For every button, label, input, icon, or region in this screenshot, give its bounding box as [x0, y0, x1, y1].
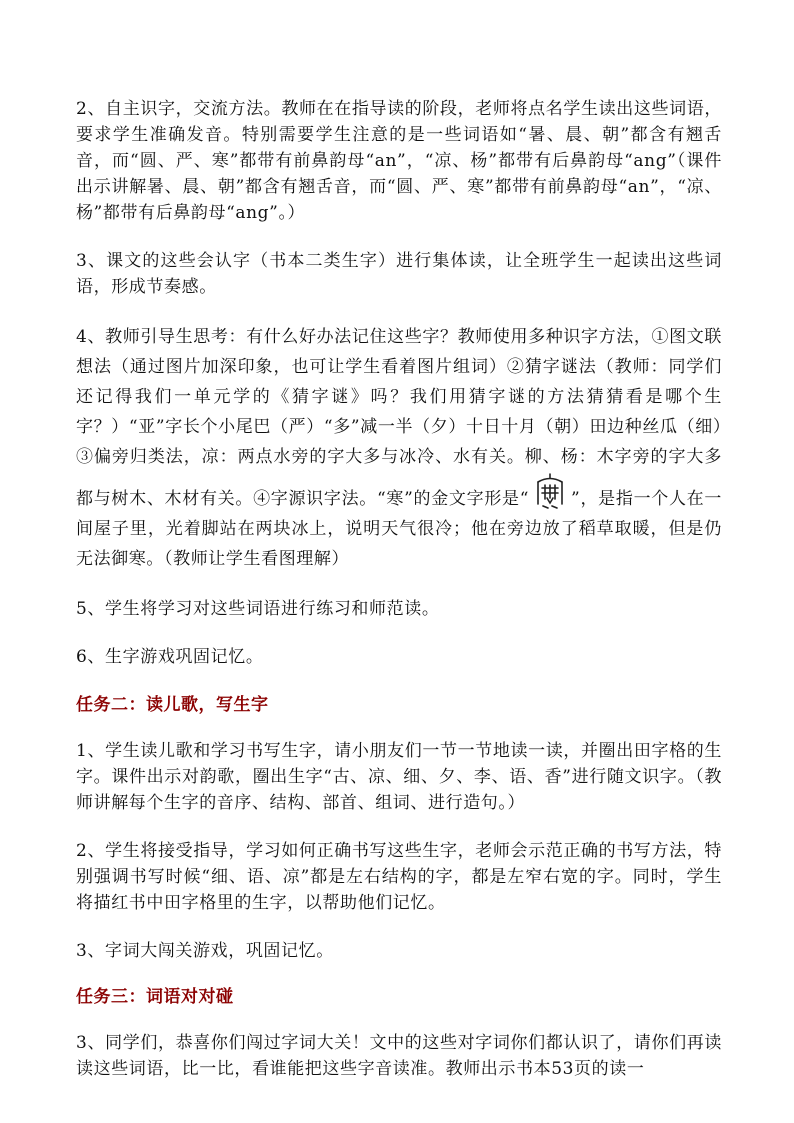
- paragraph-read-rhyme: 1、学生读儿歌和学习书写生字，请小朋友们一节一节地读一读，并圈出田字格的生字。课件出示对韵歌，圈出生字“古、凉、细、夕、李、语、香”进行随文识字。（教师讲解每个生字的音序、结构、部首、组词、进行造句。）: [76, 741, 722, 813]
- paragraph-writing-guidance: 2、学生将接受指导，学习如何正确书写这些生字，老师会示范正确的书写方法，特别强调书写时候“细、语、凉”都是左右结构的字，都是左窄右宽的字。同时，学生将描红书中田字格里的生字，以帮助他们记忆。: [76, 841, 722, 913]
- heading-task-three: 任务三：词语对对碰: [76, 987, 234, 1007]
- paragraph-word-challenge: 3、字词大闯关游戏，巩固记忆。: [76, 941, 334, 961]
- paragraph-group-reading: 3、课文的这些会认字（书本二类生字）进行集体读，让全班学生一起读出这些词语，形成节奏感。: [76, 251, 722, 297]
- paragraph-word-matching: 3、同学们，恭喜你们闯过字词大关！文中的这些对字词你们都认识了，请你们再读读这些词语，比一比，看谁能把这些字音读准。教师出示书本53页的读一: [76, 1033, 722, 1079]
- bronze-script-han-character-icon: [531, 472, 569, 512]
- paragraph-practice: 5、学生将学习对这些词语进行练习和师范读。: [76, 599, 440, 619]
- paragraph-self-study: 2、自主识字，交流方法。教师在在指导读的阶段，老师将点名学生读出这些词语，要求学生准确发音。特别需要学生注意的是一些词语如“暑、晨、朝”都含有翘舌音，而“圆、严、寒”都带有前鼻韵母“an”，“凉、杨”都带有后鼻韵母“ang”（课件出示讲解暑、晨、朝”都含有翘舌音，而“圆、严、寒”都带有前鼻韵母“an”，“凉、杨”都带有后鼻韵母“ang”。）: [76, 99, 722, 223]
- heading-task-two: 任务二：读儿歌，写生字: [76, 695, 269, 715]
- paragraph-game: 6、生字游戏巩固记忆。: [76, 647, 264, 667]
- memory-methods-text-before: 4、教师引导生思考：有什么好办法记住这些字？教师使用多种识字方法，①图文联想法（通过图片加深印象，也可让学生看着图片组词）②猜字谜法（教师：同学们还记得我们一单元学的《猜字谜》吗？我们用猜字谜的方法猜猜看是哪个生字？）“亚”字长个小尾巴（严）“多”减一半（夕）十日十月（朝）田边种丝瓜（细）③偏旁归类法，凉：两点水旁的字大多与冰冷、水有关。柳、杨：木字旁的字大多都与树木、木材有关。④字源识字法。“寒”的金文字形是“: [76, 327, 722, 509]
- paragraph-memory-methods: [76, 322, 722, 574]
- memory-methods-text-after: ”，是指一个人在一间屋子里，光着脚站在两块冰上，说明天气很冷；他在旁边放了稻草取暖，但是仍无法御寒。（教师让学生看图理解）: [76, 489, 722, 569]
